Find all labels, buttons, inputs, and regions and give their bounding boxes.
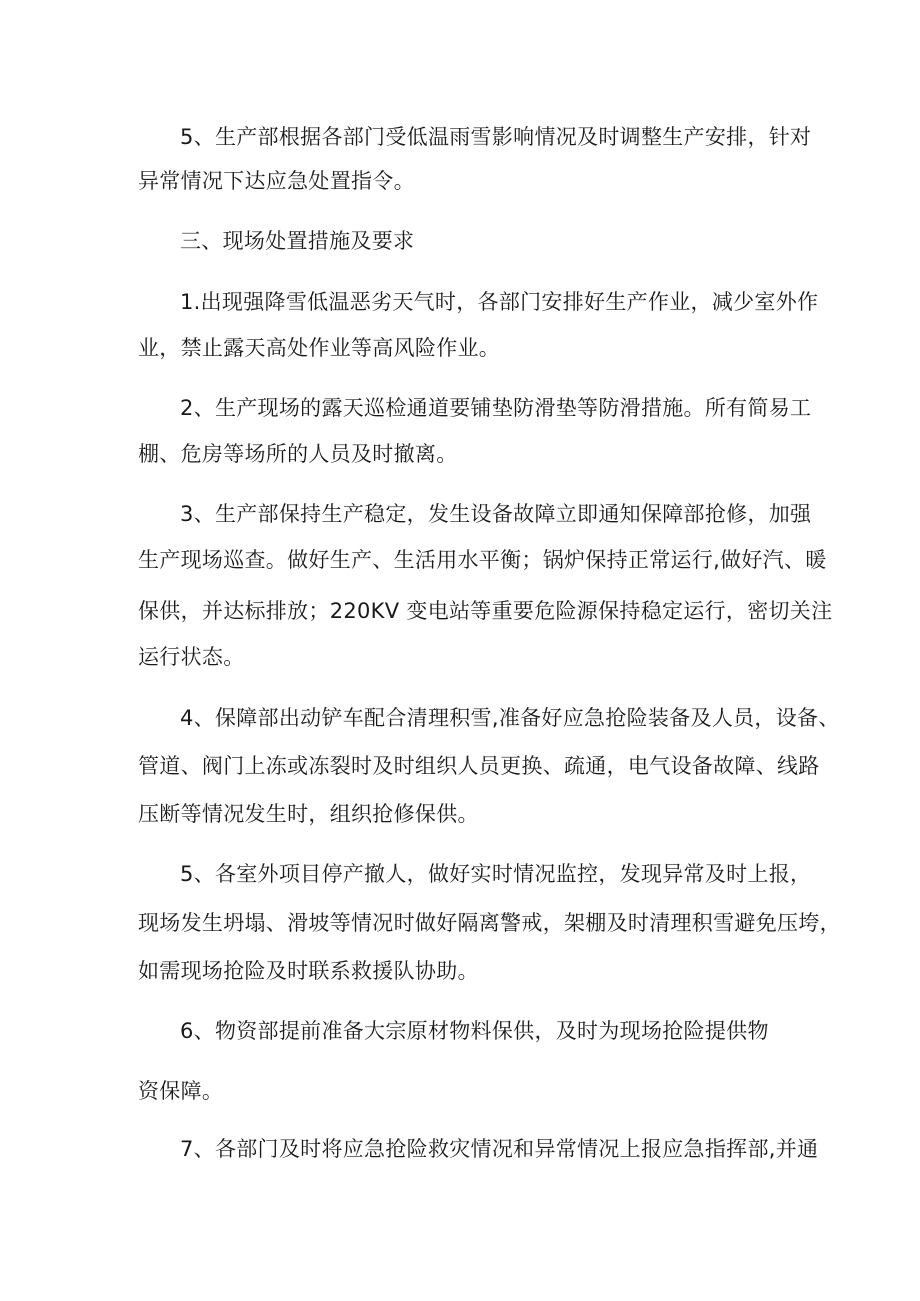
paragraph-line: 棚、危房等场所的人员及时撤离。 (138, 442, 458, 466)
paragraph-line: 6、物资部提前准备大宗原材物料保供，及时为现场抢险提供物 (180, 1019, 769, 1043)
paragraph-line: 资保障。 (138, 1079, 224, 1103)
paragraph-line: 4、保障部出动铲车配合清理积雪,准备好应急抢险装备及人员，设备、 (180, 706, 840, 730)
paragraph-line: 生产现场巡查。做好生产、生活用水平衡；锅炉保持正常运行,做好汽、暖 (138, 548, 827, 572)
paragraph-line: 异常情况下达应急处置指令。 (138, 169, 415, 193)
paragraph-line: 业，禁止露天高处作业等高风险作业。 (138, 336, 501, 360)
paragraph-line: 7、各部门及时将应急抢险救灾情况和异常情况上报应急指挥部,并通 (180, 1137, 819, 1161)
paragraph-line: 3、生产部保持生产稳定，发生设备故障立即通知保障部抢修，加强 (180, 502, 812, 526)
paragraph-line: 5、各室外项目停产撤人，做好实时情况监控，发现异常及时上报， (180, 862, 812, 886)
paragraph-line: 现场发生坍塌、滑坡等情况时做好隔离警戒，架棚及时清理积雪避免压垮， (138, 911, 841, 935)
paragraph-line: 5、生产部根据各部门受低温雨雪影响情况及时调整生产安排，针对 (180, 125, 812, 149)
paragraph-line: 如需现场抢险及时联系救援队协助。 (138, 959, 479, 983)
paragraph-line: 1.出现强降雪低温恶劣天气时，各部门安排好生产作业，减少室外作 (180, 290, 819, 314)
paragraph-line: 管道、阀门上冻或冻裂时及时组织人员更换、疏通，电气设备故障、线路 (138, 754, 820, 778)
paragraph-line: 保供，并达标排放；220KV 变电站等重要危险源保持稳定运行，密切关注 (138, 599, 833, 623)
section-heading: 三、现场处置措施及要求 (180, 229, 415, 253)
paragraph-line: 压断等情况发生时，组织抢修保供。 (138, 802, 479, 826)
paragraph-line: 2、生产现场的露天巡检通道要铺垫防滑垫等防滑措施。所有简易工 (180, 396, 812, 420)
paragraph-line: 运行状态。 (138, 645, 245, 669)
